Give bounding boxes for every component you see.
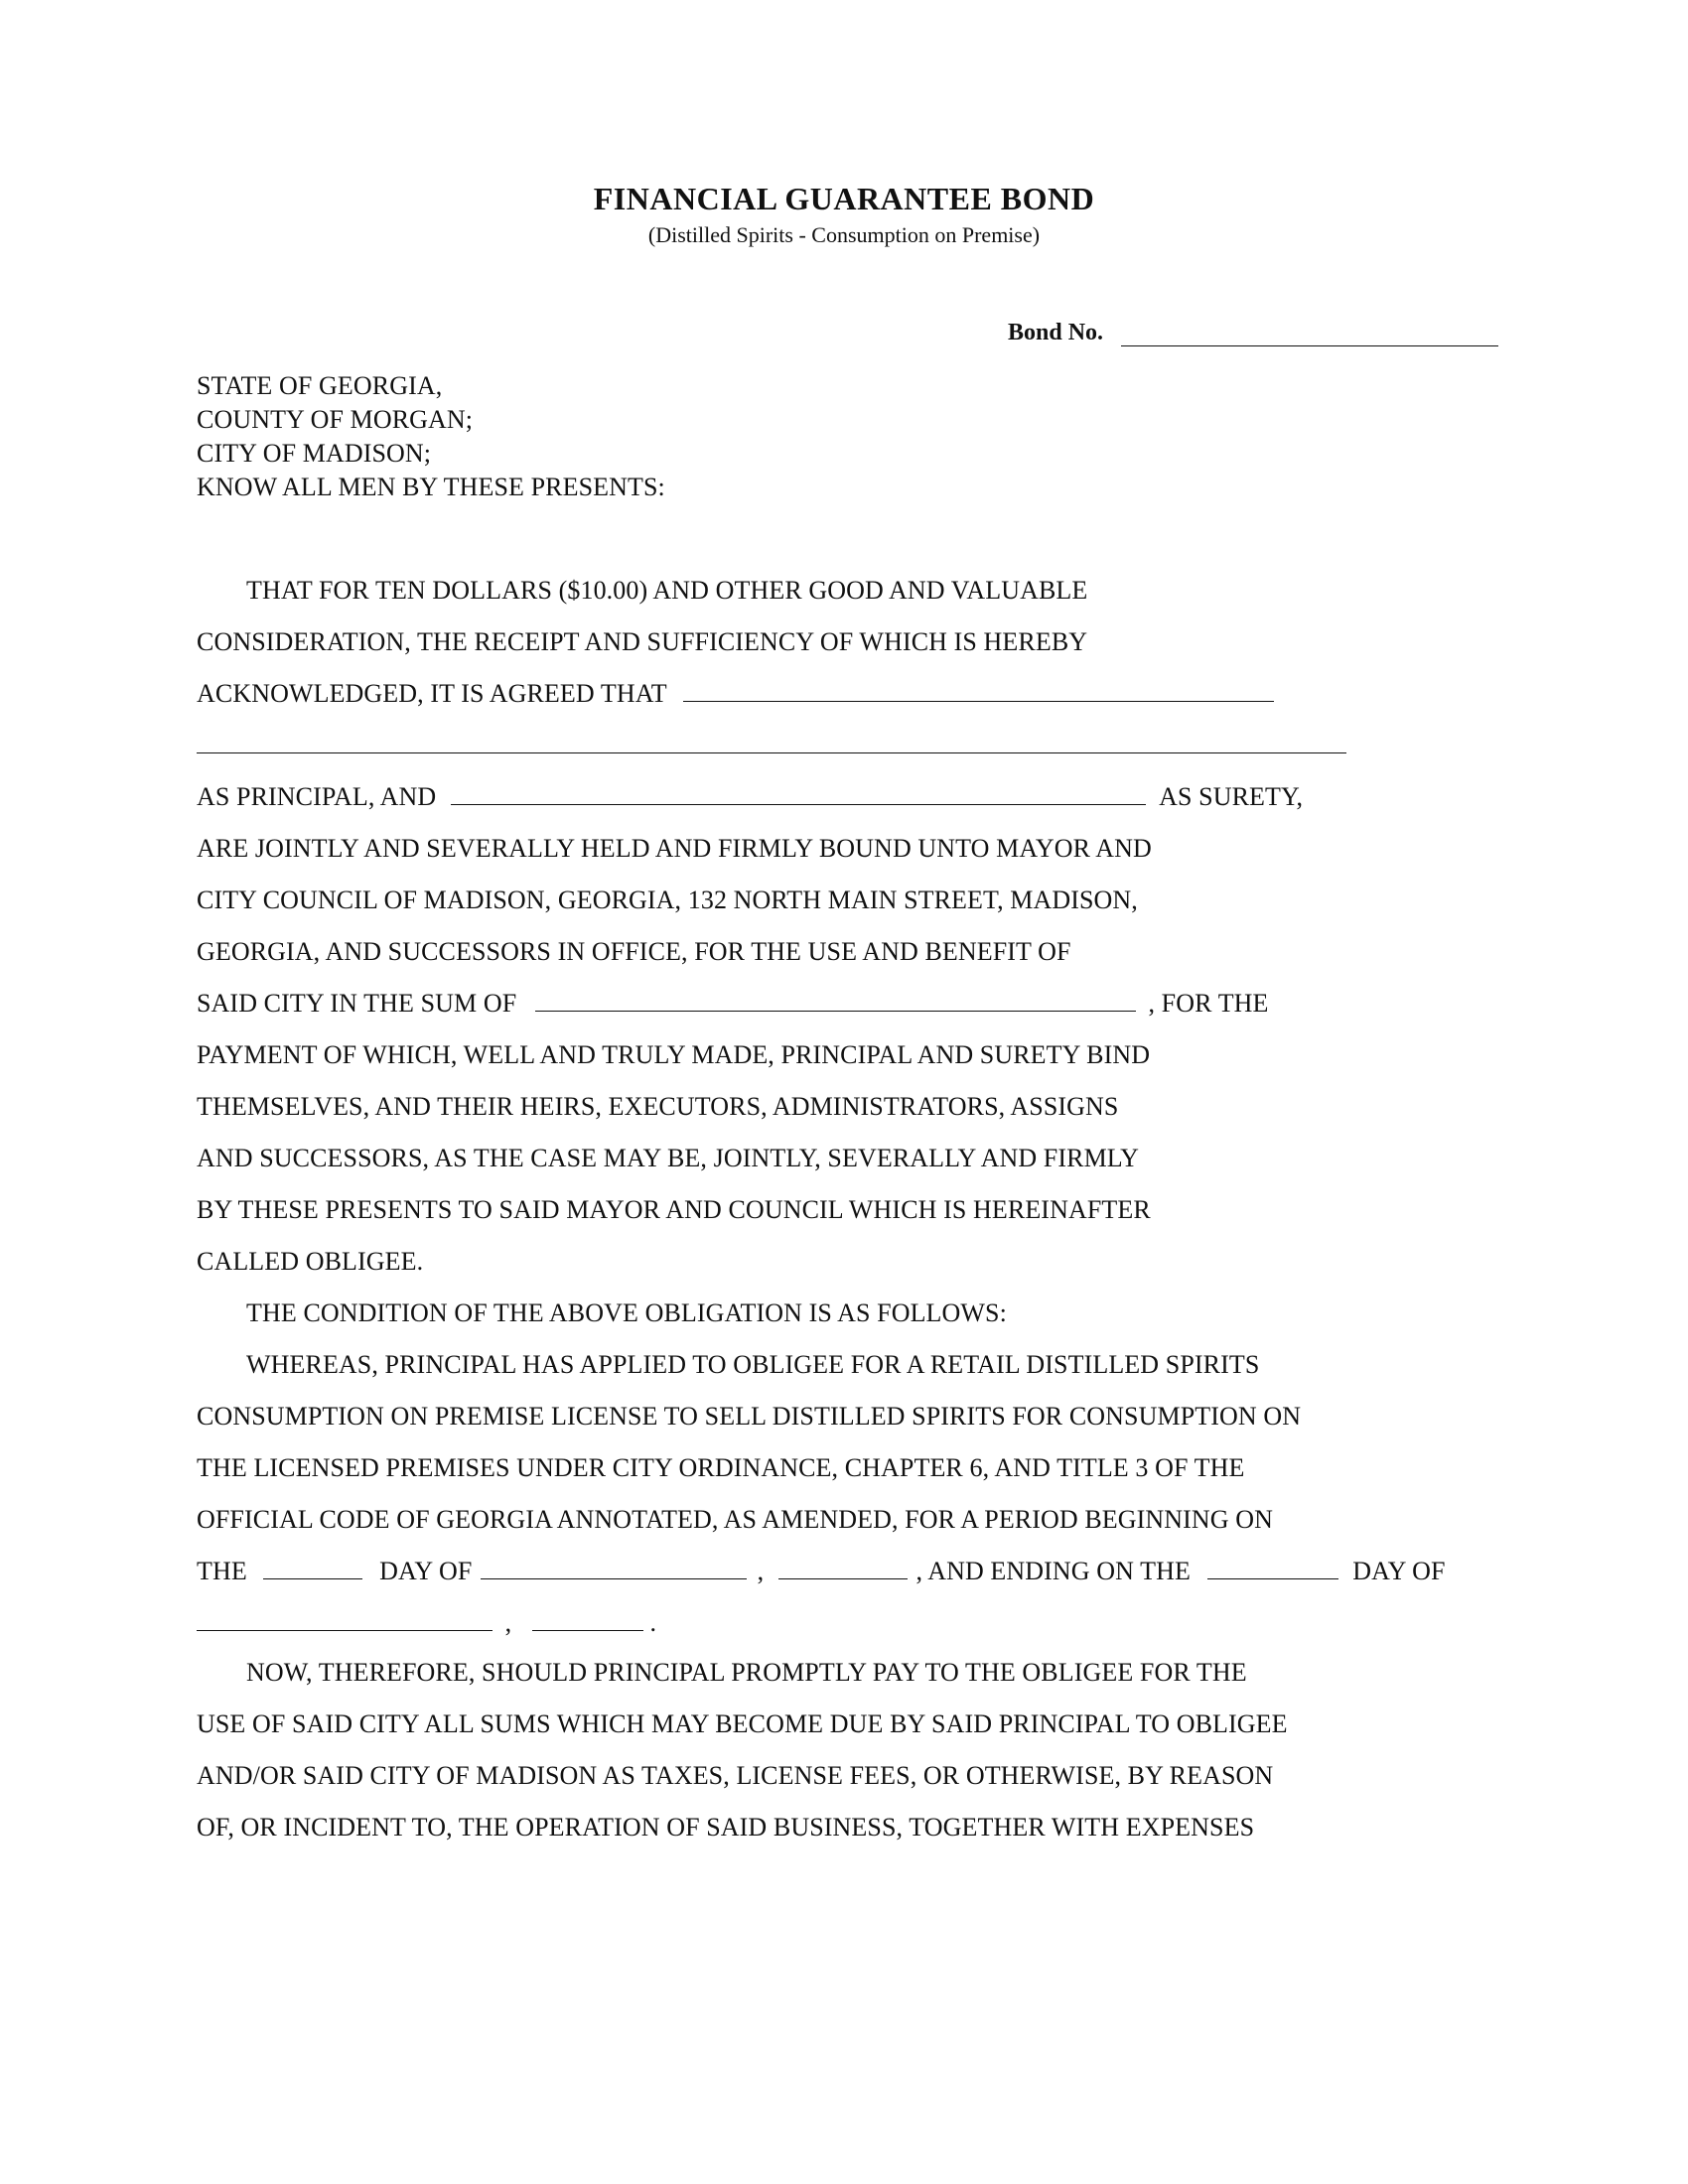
end-month-blank[interactable] [197,1608,492,1631]
heading-city: CITY OF MADISON; [197,439,432,468]
body-text: , [757,1557,765,1585]
body-line: OFFICIAL CODE OF GEORGIA ANNOTATED, AS AMENDED, FOR A PERIOD BEGINNING ON [197,1505,1274,1534]
body-text: DAY OF [379,1557,473,1585]
document-subtitle: (Distilled Spirits - Consumption on Premise) [647,222,1041,247]
heading-county: COUNTY OF MORGAN; [197,405,474,434]
surety-name-blank[interactable] [451,782,1146,805]
body-line: CONSIDERATION, THE RECEIPT AND SUFFICIENCY OF WHICH IS HEREBY [197,627,1088,656]
body-text: ACKNOWLEDGED, IT IS AGREED THAT [197,679,667,708]
body-line: THE CONDITION OF THE ABOVE OBLIGATION IS AS FOLLOWS: [246,1298,1007,1327]
body-line: CONSUMPTION ON PREMISE LICENSE TO SELL DISTILLED SPIRITS FOR CONSUMPTION ON [197,1402,1302,1431]
bond-number-label: Bond No. [1008,320,1104,345]
body-text: AS SURETY, [1159,782,1304,811]
bond-sum-blank[interactable] [535,989,1136,1012]
body-line: PAYMENT OF WHICH, WELL AND TRULY MADE, PRINCIPAL AND SURETY BIND [197,1040,1151,1069]
end-day-blank[interactable] [1207,1557,1338,1579]
body-line [197,780,1303,814]
body-line: THAT FOR TEN DOLLARS ($10.00) AND OTHER GOOD AND VALUABLE [246,576,1088,605]
body-line [197,987,1269,1021]
principal-name-blank-continued[interactable] [197,752,1346,753]
body-line: WHEREAS, PRINCIPAL HAS APPLIED TO OBLIGEE FOR A RETAIL DISTILLED SPIRITS [246,1350,1260,1379]
body-line: THE LICENSED PREMISES UNDER CITY ORDINANCE, CHAPTER 6, AND TITLE 3 OF THE [197,1453,1245,1482]
body-line: THEMSELVES, AND THEIR HEIRS, EXECUTORS, ADMINISTRATORS, ASSIGNS [197,1092,1119,1121]
body-line [197,1555,1446,1588]
body-text: , AND ENDING ON THE [915,1557,1192,1585]
principal-name-blank[interactable] [683,679,1274,702]
bond-number-field [1008,320,1498,346]
body-text: THE [197,1557,247,1585]
body-text: DAY OF [1352,1557,1446,1585]
body-line: AND/OR SAID CITY OF MADISON AS TAXES, LICENSE FEES, OR OTHERWISE, BY REASON [197,1761,1274,1790]
body-text: , [504,1608,512,1637]
body-line: ARE JOINTLY AND SEVERALLY HELD AND FIRMLY BOUND UNTO MAYOR AND [197,834,1152,863]
body-line: AND SUCCESSORS, AS THE CASE MAY BE, JOINTLY, SEVERALLY AND FIRMLY [197,1144,1140,1172]
body-text: . [649,1608,657,1637]
body-line: BY THESE PRESENTS TO SAID MAYOR AND COUNCIL WHICH IS HEREINAFTER [197,1195,1151,1224]
body-line [197,677,1274,711]
start-month-blank[interactable] [481,1557,747,1579]
body-line: NOW, THEREFORE, SHOULD PRINCIPAL PROMPTLY PAY TO THE OBLIGEE FOR THE [246,1658,1247,1687]
bond-number-blank[interactable] [1121,324,1498,346]
body-line: USE OF SAID CITY ALL SUMS WHICH MAY BECOME DUE BY SAID PRINCIPAL TO OBLIGEE [197,1709,1288,1738]
body-line: GEORGIA, AND SUCCESSORS IN OFFICE, FOR THE USE AND BENEFIT OF [197,937,1071,966]
body-line: CITY COUNCIL OF MADISON, GEORGIA, 132 NORTH MAIN STREET, MADISON, [197,886,1138,914]
end-year-blank[interactable] [532,1608,643,1631]
body-line: OF, OR INCIDENT TO, THE OPERATION OF SAID BUSINESS, TOGETHER WITH EXPENSES [197,1813,1255,1842]
body-text: SAID CITY IN THE SUM OF [197,989,517,1018]
heading-state: STATE OF GEORGIA, [197,371,443,400]
heading-know-all-men: KNOW ALL MEN BY THESE PRESENTS: [197,473,665,501]
body-text: AS PRINCIPAL, AND [197,782,437,811]
body-line [197,1606,656,1640]
start-year-blank[interactable] [778,1557,908,1579]
body-line: CALLED OBLIGEE. [197,1247,424,1276]
body-text: , FOR THE [1148,989,1269,1018]
document-title: FINANCIAL GUARANTEE BOND [593,181,1095,216]
start-day-blank[interactable] [263,1557,362,1579]
